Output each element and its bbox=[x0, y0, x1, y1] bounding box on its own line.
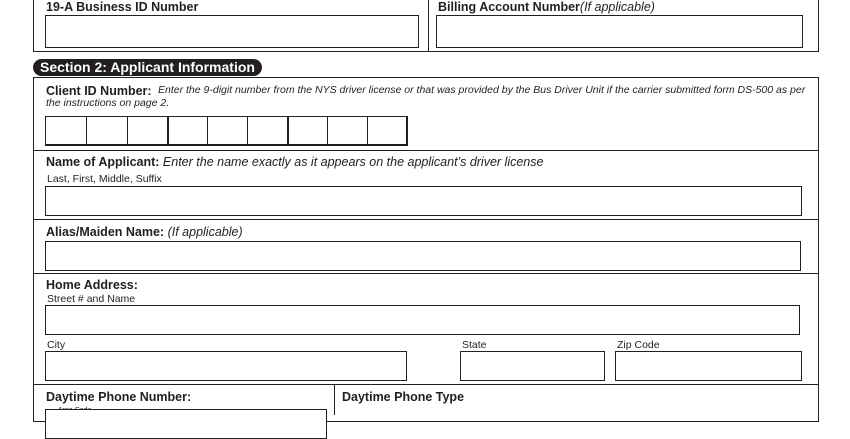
section-title: Section 2: Applicant Information bbox=[33, 59, 262, 76]
zip-label: Zip Code bbox=[617, 339, 660, 351]
digit-cell[interactable] bbox=[46, 117, 87, 144]
name-label: Name of Applicant: Enter the name exactly as it appears on the applicant’s driver license bbox=[46, 155, 544, 169]
digit-cell[interactable] bbox=[127, 117, 169, 144]
billing-note: (If applicable) bbox=[579, 0, 655, 14]
digit-cell[interactable] bbox=[247, 117, 289, 144]
alias-note: (If applicable) bbox=[167, 225, 243, 239]
state-label: State bbox=[462, 339, 487, 351]
alias-label: Alias/Maiden Name: (If applicable) bbox=[46, 225, 243, 239]
zip-field[interactable] bbox=[615, 351, 802, 381]
street-label: Street # and Name bbox=[47, 293, 136, 305]
divider-client-name bbox=[33, 150, 819, 151]
name-format: Last, First, Middle, Suffix bbox=[47, 173, 162, 185]
applicant-name-field[interactable] bbox=[45, 186, 802, 216]
top-divider bbox=[428, 0, 429, 52]
business-id-label: 19-A Business ID Number bbox=[46, 0, 199, 14]
billing-account-field[interactable] bbox=[436, 15, 803, 48]
phone-number-label: Daytime Phone Number: bbox=[46, 390, 192, 404]
client-id-label: Client ID Number: bbox=[46, 84, 152, 98]
digit-cell[interactable] bbox=[207, 117, 248, 144]
billing-account-label: Billing Account Number(If applicable) bbox=[438, 0, 655, 14]
digit-cell[interactable] bbox=[327, 117, 368, 144]
divider-alias-address bbox=[33, 273, 819, 274]
city-field[interactable] bbox=[45, 351, 407, 381]
phone-type-label: Daytime Phone Type bbox=[342, 390, 465, 404]
state-field[interactable] bbox=[460, 351, 605, 381]
divider-address-phone bbox=[33, 384, 819, 385]
business-id-field[interactable] bbox=[45, 15, 419, 48]
address-label: Home Address: bbox=[46, 278, 138, 292]
street-field[interactable] bbox=[45, 305, 800, 335]
client-id-instructions: Enter the 9-digit number from the NYS driver license or that was provided by the Bus Driver Unit if the carrier submitted form DS-500 as per the instructions on page 2. bbox=[46, 84, 806, 109]
phone-number-field[interactable] bbox=[45, 409, 327, 439]
alias-field[interactable] bbox=[45, 241, 801, 271]
city-label: City bbox=[47, 339, 66, 351]
digit-cell[interactable] bbox=[287, 117, 328, 144]
digit-cell[interactable] bbox=[86, 117, 128, 144]
digit-cell[interactable] bbox=[167, 117, 208, 144]
name-instructions: Enter the name exactly as it appears on the applicant’s driver license bbox=[162, 155, 544, 169]
divider-name-alias bbox=[33, 219, 819, 220]
client-id-grid[interactable] bbox=[45, 116, 408, 146]
phone-divider bbox=[334, 385, 335, 415]
